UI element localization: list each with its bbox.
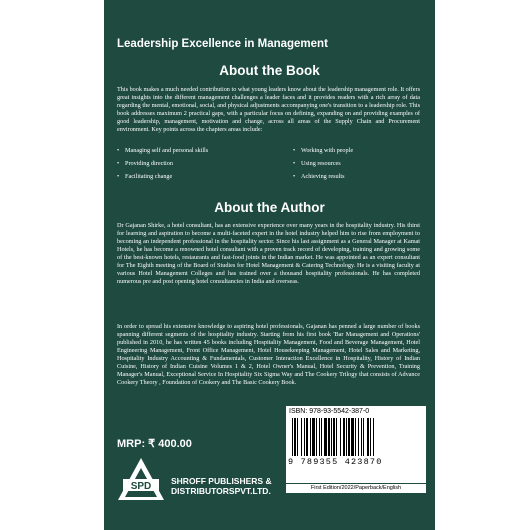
- key-points-list: [117, 148, 420, 181]
- price-label: MRP: ₹ 400.00: [117, 438, 192, 450]
- barcode-bar: [373, 418, 374, 456]
- list-item: • Managing self and personal skills: [117, 148, 293, 154]
- barcode-bar: [346, 418, 347, 456]
- barcode-bar: [340, 418, 341, 456]
- barcode-bar: [301, 418, 302, 456]
- barcode-bar: [336, 418, 337, 456]
- isbn-barcode-block: [286, 406, 426, 483]
- barcode-bar: [294, 418, 296, 456]
- barcode-icon: [290, 418, 422, 456]
- barcode-bar: [306, 418, 308, 456]
- author-paragraph-1: Dr Gajanan Shirke, a hotel consultant, has an extensive experience over many years in the hospitality industry. His thirst for learning and aspiration to become a multi-faceted expert in the hotel industry helped him to rise from employment to becoming an independent professional in the hospitality sector. Since his last assignment as a General Manager at Kamat Hotels, he has become a renowned hotel consultant with a proven track record of developing, training and growing some of the best-known hotels, restaurants and fast-food joints in the Indian market. He was appointed as an expert consultant for The Eighth meeting of the Board of Studies for Hotel Management & Catering Technology. He is a visiting faculty at various Hotel Management Colleges and has trained over a thousand hospitality professionals. He has completed numerous pre and post opening hotel consultancies in India and overseas.: [117, 222, 420, 286]
- barcode-bar: [324, 418, 327, 456]
- about-book-heading: About the Book: [219, 63, 320, 78]
- barcode-bar: [358, 418, 359, 456]
- publisher-line-2: DISTRIBUTORSPVT.LTD.: [171, 486, 271, 497]
- barcode-bar: [292, 418, 293, 456]
- list-item: • Using resources: [293, 161, 420, 167]
- barcode-bar: [297, 418, 298, 456]
- barcode-bar: [361, 418, 362, 456]
- back-cover: [104, 0, 435, 530]
- barcode-bar: [319, 418, 320, 456]
- barcode-bar: [304, 418, 305, 456]
- barcode-bar: [333, 418, 335, 456]
- about-author-heading: About the Author: [214, 200, 325, 215]
- list-item: • Achieving results: [293, 174, 420, 180]
- list-item: • Working with people: [293, 148, 420, 154]
- logo-text: SPD: [130, 481, 152, 492]
- barcode-bar: [316, 418, 317, 456]
- barcode-bar: [310, 418, 311, 456]
- barcode-bar: [331, 418, 332, 456]
- publisher-name: [171, 476, 272, 496]
- publisher-line-1: SHROFF PUBLISHERS &: [171, 476, 272, 486]
- list-item: • Providing direction: [117, 161, 293, 167]
- edition-label: First Edition/2022/Paperback/English: [286, 484, 426, 493]
- series-title: Leadership Excellence in Management: [117, 38, 328, 50]
- author-paragraph-2: In order to spread his extensive knowledge to aspiring hotel professionals, Gajanan has penned a large number of books spanning different segments of the hospitality industry. Starting from his first book 'Bar Management and Operations' published in 2010, he has written 45 books including Hospitality Management, Food and Beverage Management, Hotel Engineering Management, Front Office Management, Hotel Housekeeping Management, Hotel Sales and Marketing, Hospitality Industry Accounting & Fundamentals, Customer Interaction Excellence in Hospitality, History of Indian Cuisine, History of Indian Cuisine Volumes 1 & 2, Hotel Owner's Manual, Hotel Security & Prevention, Training Manager's Manual, Exceptional Service In Hospitality Six Sigma Way and The Cookery Trilogy that consists of Advance Cookery Theory , Foundation of Cookery and The Basic Cookery Book.: [117, 323, 420, 387]
- barcode-bar: [328, 418, 330, 456]
- barcode-bar: [370, 418, 371, 456]
- barcode-bar: [351, 418, 354, 456]
- barcode-bar: [348, 418, 350, 456]
- barcode-bar: [355, 418, 356, 456]
- spd-logo-icon: [117, 457, 165, 501]
- barcode-bar: [343, 418, 345, 456]
- barcode-bar: [363, 418, 364, 456]
- barcode-bar: [367, 418, 369, 456]
- about-book-paragraph: This book makes a much needed contribution to what young leaders know about the leadership management role. It offers great insights into the different management challenges a leader faces and it provides readers with a rich array of data regarding the mental, emotional, social, and physical adjustments accompanying one's transition to a leadership role. This book addresses maximum 2 practical gaps, with a particular focus on defining, expanding on and providing examples of good leadership, management, motivation and change, across all areas of the Supply Chain and Procurement environment. Key points across the chapters areas include:: [117, 86, 420, 134]
- barcode-digits: 9 789355 423870: [288, 457, 383, 467]
- barcode-bar: [321, 418, 322, 456]
- list-item: • Facilitating change: [117, 174, 293, 180]
- barcode-bar: [312, 418, 315, 456]
- isbn-text: ISBN: 978-93-5542-387-0: [289, 408, 370, 415]
